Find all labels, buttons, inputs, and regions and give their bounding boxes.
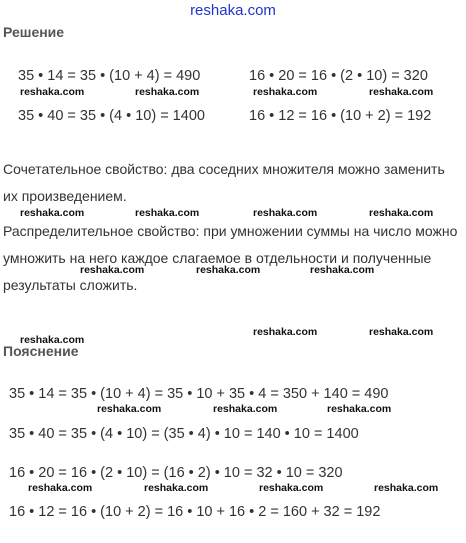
watermark: reshaka.com: [327, 403, 392, 415]
solution-equation: 16 • 12 = 16 • (10 + 2) = 192: [249, 108, 432, 124]
watermark: reshaka.com: [374, 482, 439, 494]
watermark: reshaka.com: [135, 207, 200, 219]
watermark: reshaka.com: [80, 264, 145, 276]
watermark: reshaka.com: [20, 86, 85, 98]
watermark: reshaka.com: [253, 326, 318, 338]
explanation-equation: 35 • 14 = 35 • (10 + 4) = 35 • 10 + 35 • 4 = 350 + 140 = 490: [9, 386, 389, 402]
watermark: reshaka.com: [369, 207, 434, 219]
watermark: reshaka.com: [97, 403, 162, 415]
explanation-equation: 16 • 12 = 16 • (10 + 2) = 16 • 10 + 16 • 2 = 160 + 32 = 192: [9, 504, 381, 520]
solution-equation: 35 • 14 = 35 • (10 + 4) = 490: [18, 68, 201, 84]
solution-equation: 16 • 20 = 16 • (2 • 10) = 320: [249, 68, 428, 84]
distributive-property-text: Распределительное свойство: при умножении суммы на число можно умножить на него каждое слагаемое в отдельности и полученные результаты сложить.: [3, 223, 458, 293]
watermark: reshaka.com: [28, 482, 93, 494]
site-title[interactable]: reshaka.com: [190, 2, 276, 19]
associative-property-text: Сочетательное свойство: два соседних множителя можно заменить их произведением.: [3, 161, 445, 204]
solution-equation: 35 • 40 = 35 • (4 • 10) = 1400: [18, 108, 205, 124]
watermark: reshaka.com: [196, 264, 261, 276]
watermark: reshaka.com: [253, 207, 318, 219]
watermark: reshaka.com: [310, 264, 375, 276]
watermark: reshaka.com: [213, 403, 278, 415]
watermark: reshaka.com: [20, 207, 85, 219]
explanation-equation: 16 • 20 = 16 • (2 • 10) = (16 • 2) • 10 = 32 • 10 = 320: [9, 465, 343, 481]
solution-heading: Решение: [3, 24, 65, 40]
explanation-heading: Пояснение: [3, 343, 79, 359]
explanation-equation: 35 • 40 = 35 • (4 • 10) = (35 • 4) • 10 = 140 • 10 = 1400: [9, 426, 359, 442]
watermark: reshaka.com: [144, 482, 209, 494]
watermark: reshaka.com: [369, 86, 434, 98]
watermark: reshaka.com: [135, 86, 200, 98]
watermark: reshaka.com: [259, 482, 324, 494]
watermark: reshaka.com: [253, 86, 318, 98]
watermark: reshaka.com: [20, 334, 85, 346]
watermark: reshaka.com: [369, 326, 434, 338]
